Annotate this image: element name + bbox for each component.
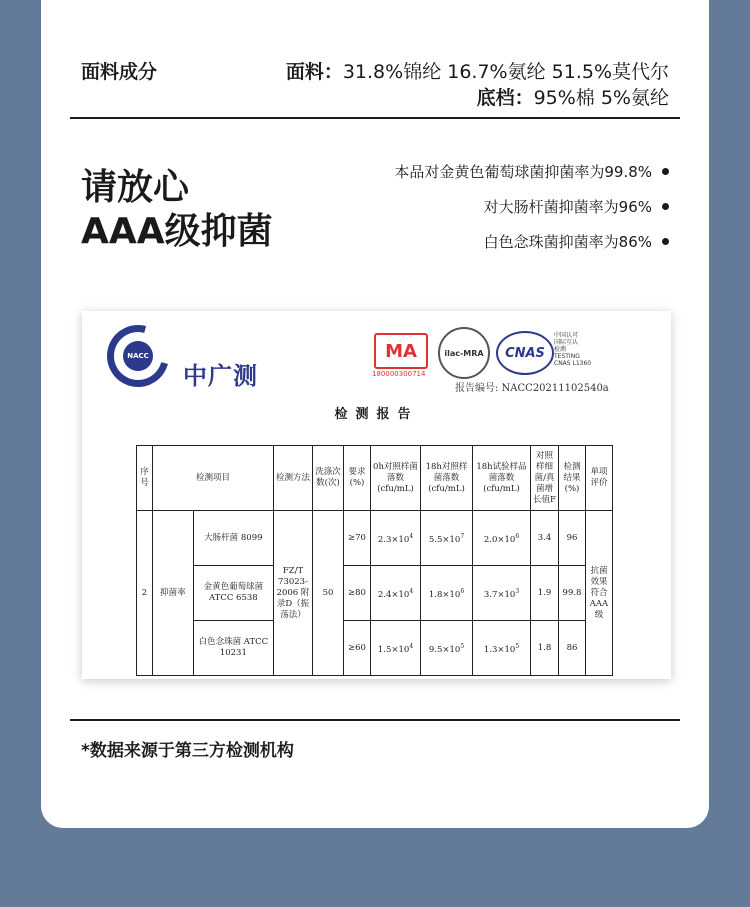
cnas-line: 国际互认 <box>554 339 579 346</box>
count-exp: 4 <box>409 532 414 540</box>
count-exp: 6 <box>460 587 465 595</box>
growth-cell: 1.8 <box>531 621 559 676</box>
table-row <box>137 511 613 566</box>
count-cell <box>421 621 473 676</box>
bullet-icon <box>662 203 669 210</box>
cnas-cert-text <box>554 332 591 367</box>
organism-cell: 白色念珠菌 ATCC 10231 <box>193 621 273 676</box>
table-header: 序号 <box>137 446 153 511</box>
evaluation-cell: 抗菌效果符合AAA级 <box>586 511 613 676</box>
table-header: 0h对照样菌落数(cfu/mL) <box>371 446 421 511</box>
count-base: 1.5×10 <box>377 644 410 655</box>
table-header: 洗涤次数(次) <box>313 446 344 511</box>
count-cell <box>473 621 531 676</box>
count-base: 1.8×10 <box>428 589 461 600</box>
report-title: 检测报告 <box>334 407 419 422</box>
table-header: 对照样细菌/真菌增长值F <box>531 446 559 511</box>
count-cell <box>421 511 473 566</box>
lining-composition <box>477 83 669 110</box>
method-cell: FZ/T 73023-2006 附录D（振荡法） <box>274 511 313 676</box>
seq-cell: 2 <box>137 511 153 676</box>
table-header: 检测项目 <box>153 446 274 511</box>
count-base: 2.4×10 <box>377 589 410 600</box>
requirement-cell: ≥80 <box>344 566 371 621</box>
composition-label: 面料成分 <box>81 61 158 83</box>
result-cell: 96 <box>559 511 586 566</box>
claim-item <box>484 196 669 217</box>
claim-item <box>394 161 669 182</box>
claim-text: 白色念珠菌抑菌率为86% <box>483 233 652 251</box>
result-cell: 86 <box>559 621 586 676</box>
nacc-logo-badge: NACC <box>123 341 153 371</box>
organism-cell: 大肠杆菌 8099 <box>193 511 273 566</box>
count-cell <box>371 511 421 566</box>
fabric-key: 面料： <box>285 61 343 83</box>
table-header: 18h试验样品菌落数(cfu/mL) <box>473 446 531 511</box>
claim-text: 对大肠杆菌抑菌率为96% <box>483 198 652 216</box>
count-exp: 4 <box>409 642 414 650</box>
table-header: 要求(%) <box>344 446 371 511</box>
count-cell <box>473 511 531 566</box>
count-cell <box>421 566 473 621</box>
bullet-icon <box>662 168 669 175</box>
cnas-line: TESTING <box>554 353 580 360</box>
lining-key: 底档： <box>476 87 534 109</box>
table-header: 单项评价 <box>586 446 613 511</box>
cnas-cert-icon: CNAS <box>496 331 554 375</box>
source-footnote: *数据来源于第三方检测机构 <box>81 741 294 761</box>
claim-item <box>484 231 669 252</box>
table-header-row <box>137 446 613 511</box>
table-row <box>137 566 613 621</box>
organism-cell: 金黄色葡萄球菌 ATCC 6538 <box>193 566 273 621</box>
count-exp: 3 <box>515 587 520 595</box>
lining-value: 95%棉 5%氨纶 <box>533 87 669 109</box>
content-card <box>41 0 709 828</box>
cma-cert-number: 180000300714 <box>372 370 426 378</box>
count-base: 2.3×10 <box>377 534 410 545</box>
cnas-line: 检测 <box>554 346 567 353</box>
claim-text: 本品对金黄色葡萄球菌抑菌率为99.8% <box>394 163 652 181</box>
cma-cert-icon: MA <box>374 333 428 369</box>
divider-top <box>70 117 680 119</box>
count-exp: 7 <box>460 532 465 540</box>
table-header: 检测方法 <box>274 446 313 511</box>
table-row <box>137 621 613 676</box>
test-report-image <box>82 311 671 679</box>
bullet-icon <box>662 238 669 245</box>
headline-line2: AAA级抑菌 <box>81 211 273 252</box>
washes-cell: 50 <box>313 511 344 676</box>
count-cell <box>371 566 421 621</box>
count-exp: 4 <box>409 587 414 595</box>
count-exp: 5 <box>460 642 465 650</box>
headline-line1: 请放心 <box>81 167 190 208</box>
ilac-mra-cert-icon: ilac-MRA <box>438 327 490 379</box>
count-base: 1.3×10 <box>483 644 516 655</box>
count-base: 9.5×10 <box>428 644 461 655</box>
nacc-logo-name: 中广测 <box>183 362 258 390</box>
count-base: 3.7×10 <box>483 589 516 600</box>
category-cell: 抑菌率 <box>153 511 194 676</box>
growth-cell: 1.9 <box>531 566 559 621</box>
cnas-line: 中国认可 <box>554 332 579 339</box>
table-header: 检测结果(%) <box>559 446 586 511</box>
growth-cell: 3.4 <box>531 511 559 566</box>
fabric-value: 31.8%锦纶 16.7%氨纶 51.5%莫代尔 <box>342 61 669 83</box>
count-base: 5.5×10 <box>428 534 461 545</box>
count-cell <box>473 566 531 621</box>
count-exp: 6 <box>515 532 520 540</box>
report-number: 报告编号: NACC20211102540a <box>455 383 609 394</box>
count-exp: 5 <box>515 642 520 650</box>
count-base: 2.0×10 <box>483 534 516 545</box>
test-results-table <box>136 445 613 676</box>
result-cell: 99.8 <box>559 566 586 621</box>
headline <box>81 166 273 254</box>
count-cell <box>371 621 421 676</box>
divider-bottom <box>70 719 680 721</box>
requirement-cell: ≥60 <box>344 621 371 676</box>
fabric-composition <box>286 57 669 84</box>
cnas-line: CNAS L1360 <box>554 360 592 367</box>
requirement-cell: ≥70 <box>344 511 371 566</box>
table-header: 18h对照样菌落数(cfu/mL) <box>421 446 473 511</box>
